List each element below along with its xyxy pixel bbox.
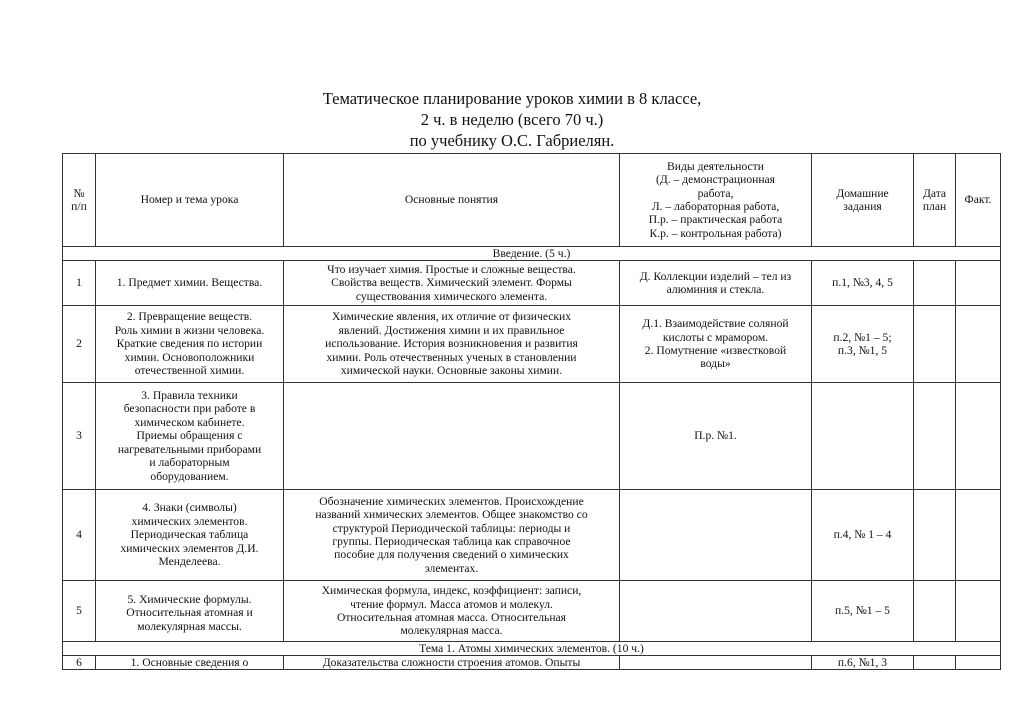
table-row	[63, 261, 1001, 306]
row-date-plan	[914, 490, 956, 581]
row-activities	[620, 656, 812, 670]
row-number: 2	[63, 306, 96, 383]
header-topic: Номер и тема урока	[96, 154, 284, 247]
row-activities: Д. Коллекции изделий – тел из алюминия и стекла.	[620, 261, 812, 306]
row-topic: 5. Химические формулы. Относительная атомная и молекулярная массы.	[96, 581, 284, 642]
row-homework: п.4, № 1 – 4	[812, 490, 914, 581]
section-title: Тема 1. Атомы химических элементов. (10 ч.)	[63, 642, 1001, 656]
row-concepts: Химическая формула, индекс, коэффициент: записи, чтение формул. Масса атомов и молекул. Относительная атомная масса. Относительная молекулярная масса.	[284, 581, 620, 642]
row-fact	[956, 656, 1001, 670]
row-activities: Д.1. Взаимодействие соляной кислоты с мрамором. 2. Помутнение «известковой воды»	[620, 306, 812, 383]
table-row	[63, 306, 1001, 383]
header-homework: Домашние задания	[812, 154, 914, 247]
row-topic: 1. Основные сведения о	[96, 656, 284, 670]
row-fact	[956, 383, 1001, 490]
row-fact	[956, 490, 1001, 581]
row-number: 1	[63, 261, 96, 306]
row-number: 3	[63, 383, 96, 490]
row-activities	[620, 581, 812, 642]
row-homework: п.5, №1 – 5	[812, 581, 914, 642]
row-topic: 1. Предмет химии. Вещества.	[96, 261, 284, 306]
page-title	[0, 88, 1024, 151]
row-concepts	[284, 383, 620, 490]
row-concepts: Что изучает химия. Простые и сложные вещества. Свойства веществ. Химический элемент. Формы существования химического элемента.	[284, 261, 620, 306]
title-line-2: 2 ч. в неделю (всего 70 ч.)	[420, 110, 604, 129]
row-date-plan	[914, 261, 956, 306]
row-homework: п.2, №1 – 5; п.3, №1, 5	[812, 306, 914, 383]
row-date-plan	[914, 383, 956, 490]
row-number: 4	[63, 490, 96, 581]
table-header-row	[63, 154, 1001, 247]
row-homework: п.1, №3, 4, 5	[812, 261, 914, 306]
title-line-1: Тематическое планирование уроков химии в 8 классе,	[322, 89, 702, 108]
row-topic: 4. Знаки (символы) химических элементов. Периодическая таблица химических элементов Д.И. Менделеева.	[96, 490, 284, 581]
table-row	[63, 383, 1001, 490]
row-concepts: Химические явления, их отличие от физических явлений. Достижения химии и их правильное использование. История возникновения и развития химии. Роль отечественных ученых в становлении химической науки. Основные законы химии.	[284, 306, 620, 383]
row-homework: п.6, №1, 3	[812, 656, 914, 670]
row-concepts: Обозначение химических элементов. Происхождение названий химических элементов. Общее знакомство со структурой Периодической таблицы: периоды и группы. Периодическая таблица как справочное пособие для получения сведений о химических элементах.	[284, 490, 620, 581]
row-date-plan	[914, 656, 956, 670]
header-number: № п/п	[63, 154, 96, 247]
row-fact	[956, 261, 1001, 306]
row-homework	[812, 383, 914, 490]
header-date-plan: Дата план	[914, 154, 956, 247]
row-number: 5	[63, 581, 96, 642]
lesson-plan-table	[62, 153, 1001, 670]
table-row	[63, 656, 1001, 670]
header-concepts: Основные понятия	[284, 154, 620, 247]
row-activities	[620, 490, 812, 581]
table-row	[63, 581, 1001, 642]
section-row-theme1	[63, 642, 1001, 656]
header-fact: Факт.	[956, 154, 1001, 247]
row-concepts: Доказательства сложности строения атомов. Опыты	[284, 656, 620, 670]
title-line-3: по учебнику О.С. Габриелян.	[409, 131, 615, 150]
table-row	[63, 490, 1001, 581]
row-date-plan	[914, 306, 956, 383]
row-number: 6	[63, 656, 96, 670]
row-topic: 3. Правила техники безопасности при работе в химическом кабинете. Приемы обращения с нагревательными приборами и лабораторным оборудованием.	[96, 383, 284, 490]
row-fact	[956, 581, 1001, 642]
section-title: Введение. (5 ч.)	[63, 247, 1001, 261]
row-topic: 2. Превращение веществ. Роль химии в жизни человека. Краткие сведения по истории химии. Основоположники отечественной химии.	[96, 306, 284, 383]
row-activities: П.р. №1.	[620, 383, 812, 490]
row-date-plan	[914, 581, 956, 642]
row-fact	[956, 306, 1001, 383]
section-row-intro	[63, 247, 1001, 261]
header-activities: Виды деятельности (Д. – демонстрационная работа, Л. – лабораторная работа, П.р. – практическая работа К.р. – контрольная работа)	[620, 154, 812, 247]
